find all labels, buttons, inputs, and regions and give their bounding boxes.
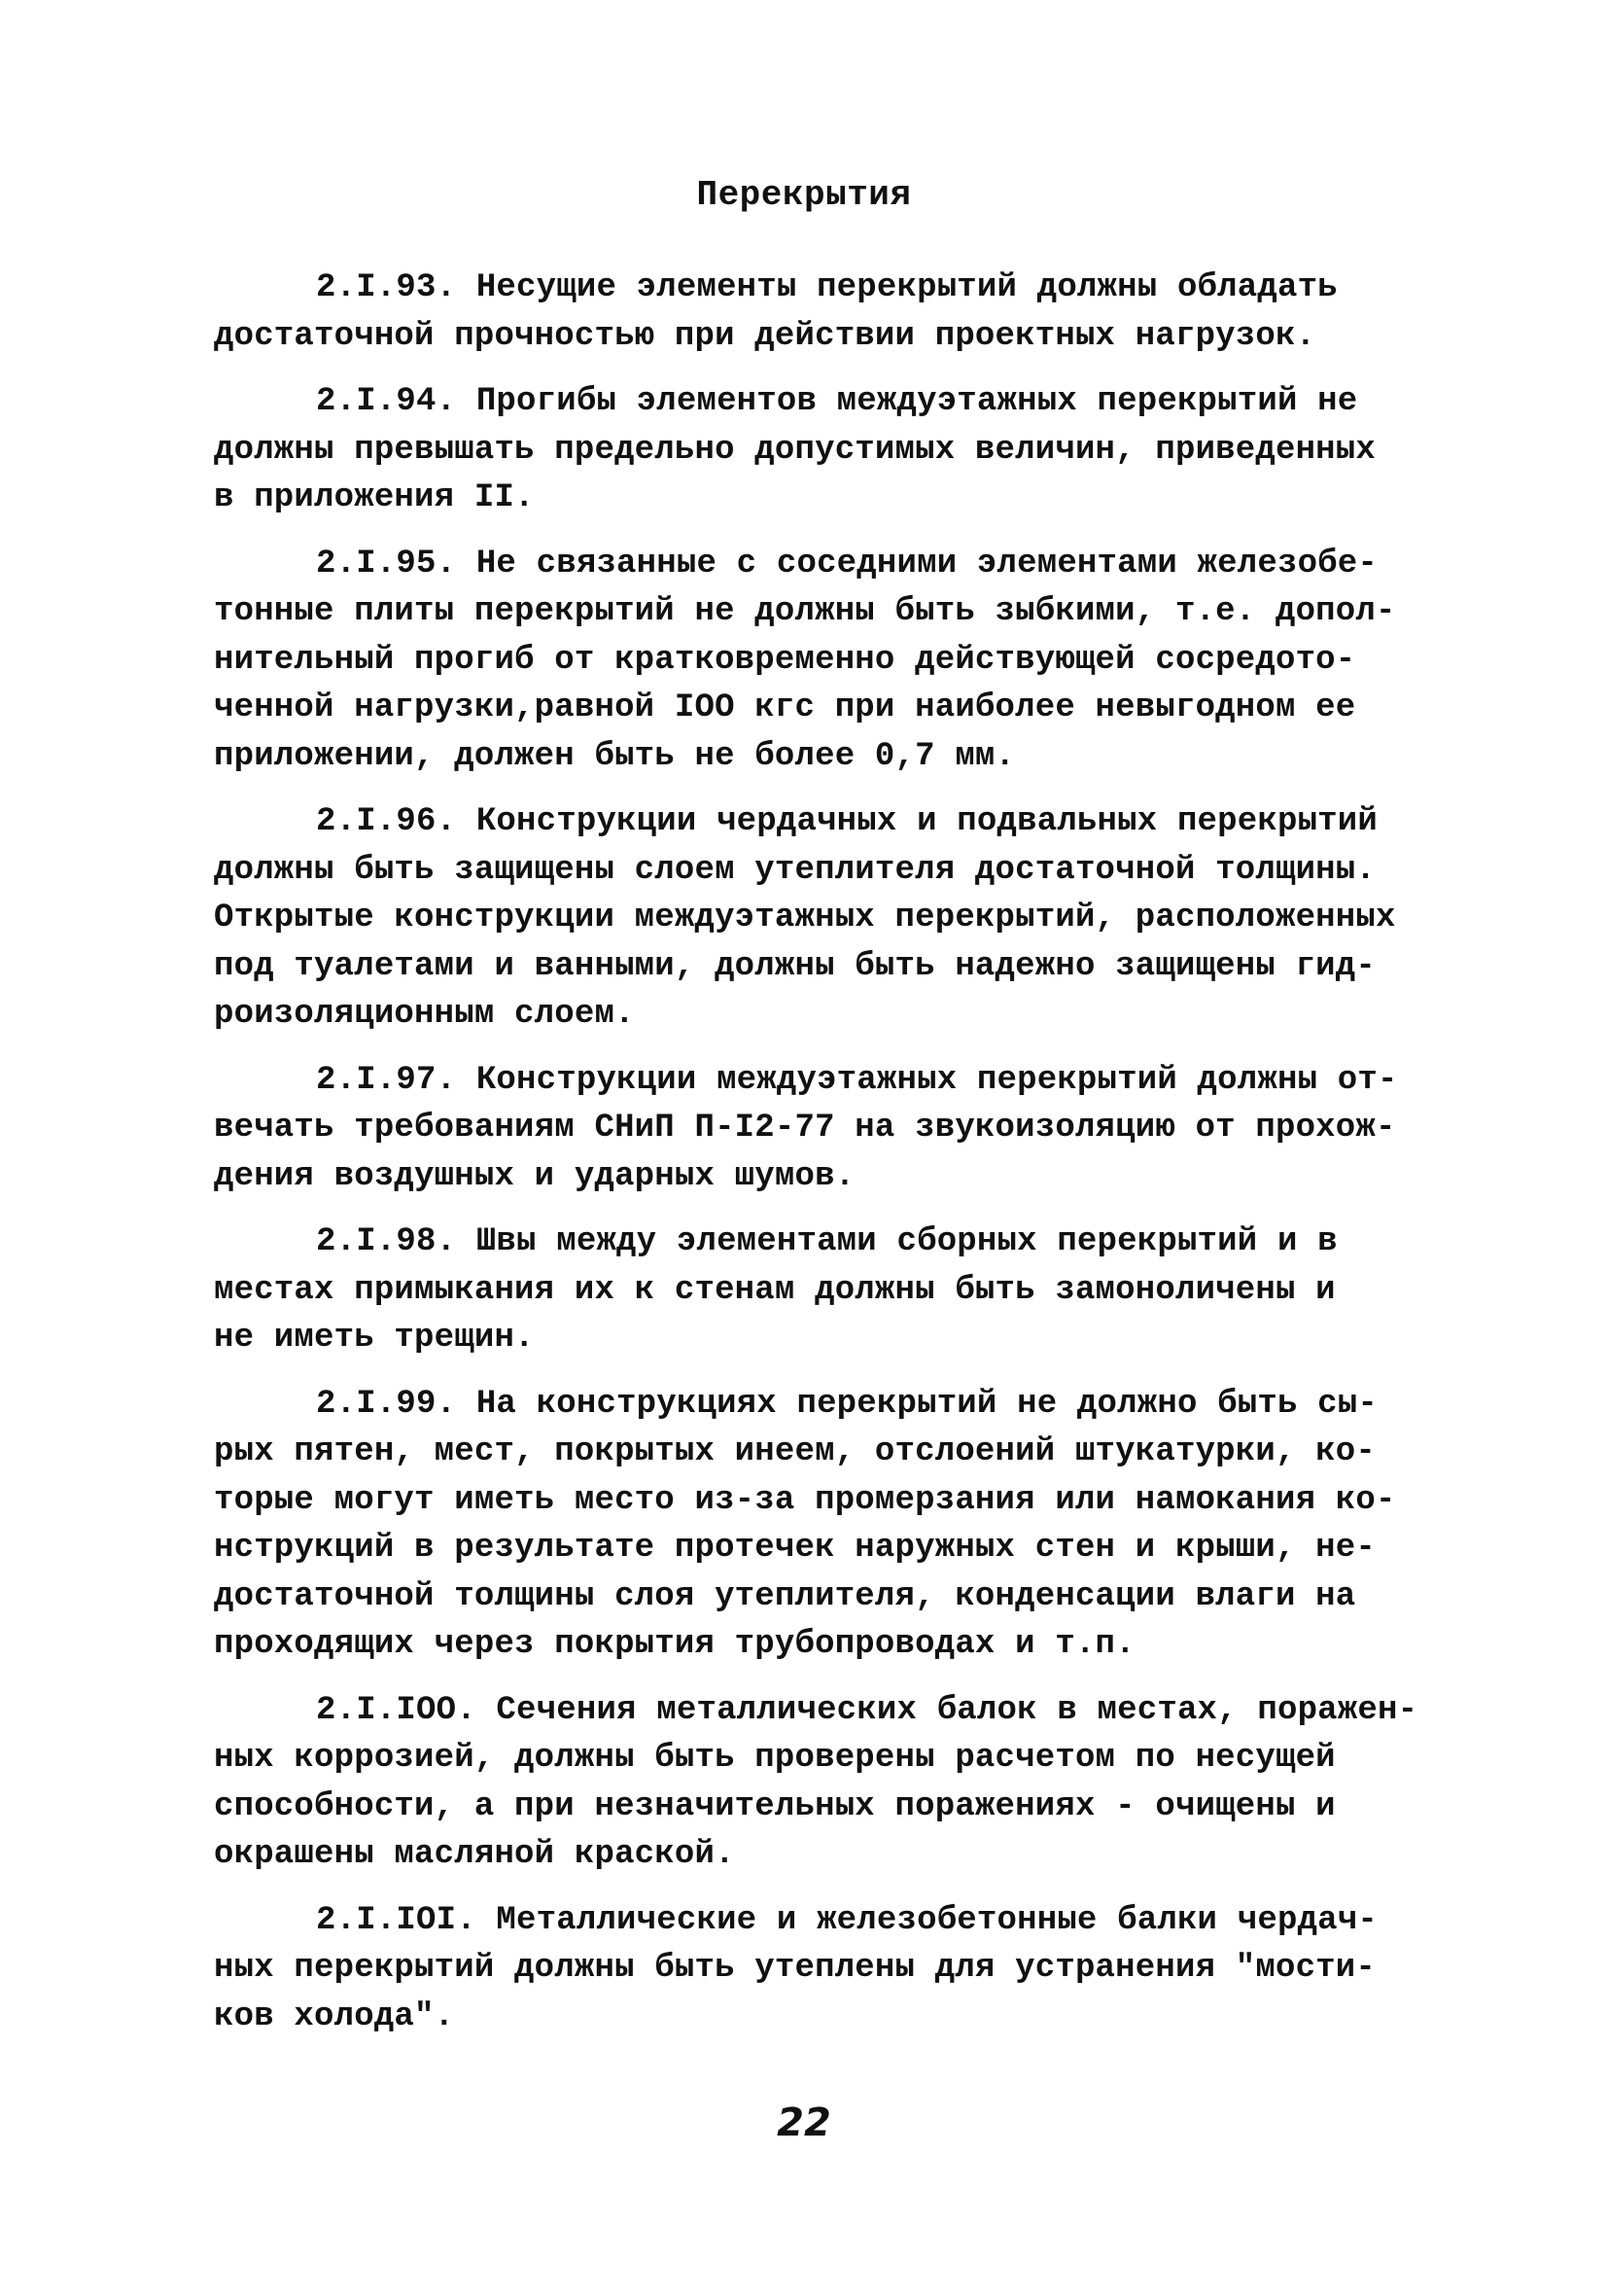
text-line: нительный прогиб от кратковременно действующей сосредото-	[214, 641, 1356, 679]
text-line: 2.I.94. Прогибы элементов междуэтажных перекрытий не	[316, 383, 1358, 420]
text-line: роизоляционным слоем.	[214, 996, 635, 1033]
text-line: рых пятен, мест, покрытых инеем, отслоений штукатурки, ко-	[214, 1433, 1376, 1470]
text-line: в приложения II.	[214, 479, 535, 516]
text-line: ченной нагрузки,равной IOO кгс при наиболее невыгодном ее	[214, 689, 1356, 726]
text-line: тонные плиты перекрытий не должны быть зыбкими, т.е. допол-	[214, 593, 1396, 630]
page-number: 22	[777, 2101, 831, 2145]
clause-2-1-93	[214, 265, 1419, 361]
text-line: 2.I.IOI. Металлические и железобетонные балки чердач-	[316, 1901, 1378, 1939]
text-line: должны быть защищены слоем утеплителя достаточной толщины.	[214, 851, 1376, 889]
section-heading: Перекрытия	[696, 175, 912, 215]
text-line: 2.I.IOO. Сечения металлических балок в местах, поражен-	[316, 1691, 1418, 1729]
text-line: вечать требованиям СНиП П-I2-77 на звукоизоляцию от прохож-	[214, 1110, 1396, 1147]
text-line: достаточной прочностью при действии проектных нагрузок.	[214, 317, 1316, 355]
clause-2-1-98	[214, 1219, 1419, 1363]
text-line: ных коррозией, должны быть проверены расчетом по несущей	[214, 1740, 1336, 1777]
clause-2-1-96	[214, 798, 1419, 1040]
text-line: дения воздушных и ударных шумов.	[214, 1157, 856, 1195]
text-line: 2.I.95. Не связанные с соседними элементами железобе-	[316, 545, 1378, 583]
text-line: под туалетами и ванными, должны быть надежно защищены гид-	[214, 947, 1376, 985]
text-line: нструкций в результате протечек наружных стен и крыши, не-	[214, 1530, 1376, 1567]
body-text	[214, 265, 1419, 2059]
text-line: приложении, должен быть не более 0,7 мм.	[214, 737, 1016, 775]
text-line: достаточной толщины слоя утеплителя, конденсации влаги на	[214, 1577, 1356, 1615]
text-line: ков холода".	[214, 1997, 455, 2035]
text-line: должны превышать предельно допустимых величин, приведенных	[214, 431, 1376, 469]
text-line: 2.I.98. Швы между элементами сборных перекрытий и в	[316, 1223, 1338, 1260]
text-line: 2.I.93. Несущие элементы перекрытий должны обладать	[316, 269, 1338, 306]
text-line: 2.I.99. На конструкциях перекрытий не должно быть сы-	[316, 1385, 1378, 1423]
clause-2-1-97	[214, 1057, 1419, 1202]
text-line: не иметь трещин.	[214, 1320, 535, 1357]
text-line: проходящих через покрытия трубопроводах и т.п.	[214, 1626, 1136, 1663]
text-line: окрашены масляной краской.	[214, 1836, 735, 1873]
text-line: торые могут иметь место из-за промерзания или намокания ко-	[214, 1481, 1396, 1519]
text-line: ных перекрытий должны быть утеплены для устранения "мости-	[214, 1950, 1376, 1987]
clause-2-1-100	[214, 1687, 1419, 1880]
clause-2-1-94	[214, 378, 1419, 523]
text-line: 2.I.97. Конструкции междуэтажных перекрытий должны от-	[316, 1061, 1398, 1099]
text-line: Открытые конструкции междуэтажных перекрытий, расположенных	[214, 900, 1396, 936]
clause-2-1-101	[214, 1897, 1419, 2042]
text-line: местах примыкания их к стенам должны быть замоноличены и	[214, 1271, 1336, 1309]
text-line: способности, а при незначительных поражениях - очищены и	[214, 1787, 1336, 1825]
clause-2-1-95	[214, 541, 1419, 782]
text-line: 2.I.96. Конструкции чердачных и подвальных перекрытий	[316, 803, 1378, 840]
clause-2-1-99	[214, 1381, 1419, 1670]
